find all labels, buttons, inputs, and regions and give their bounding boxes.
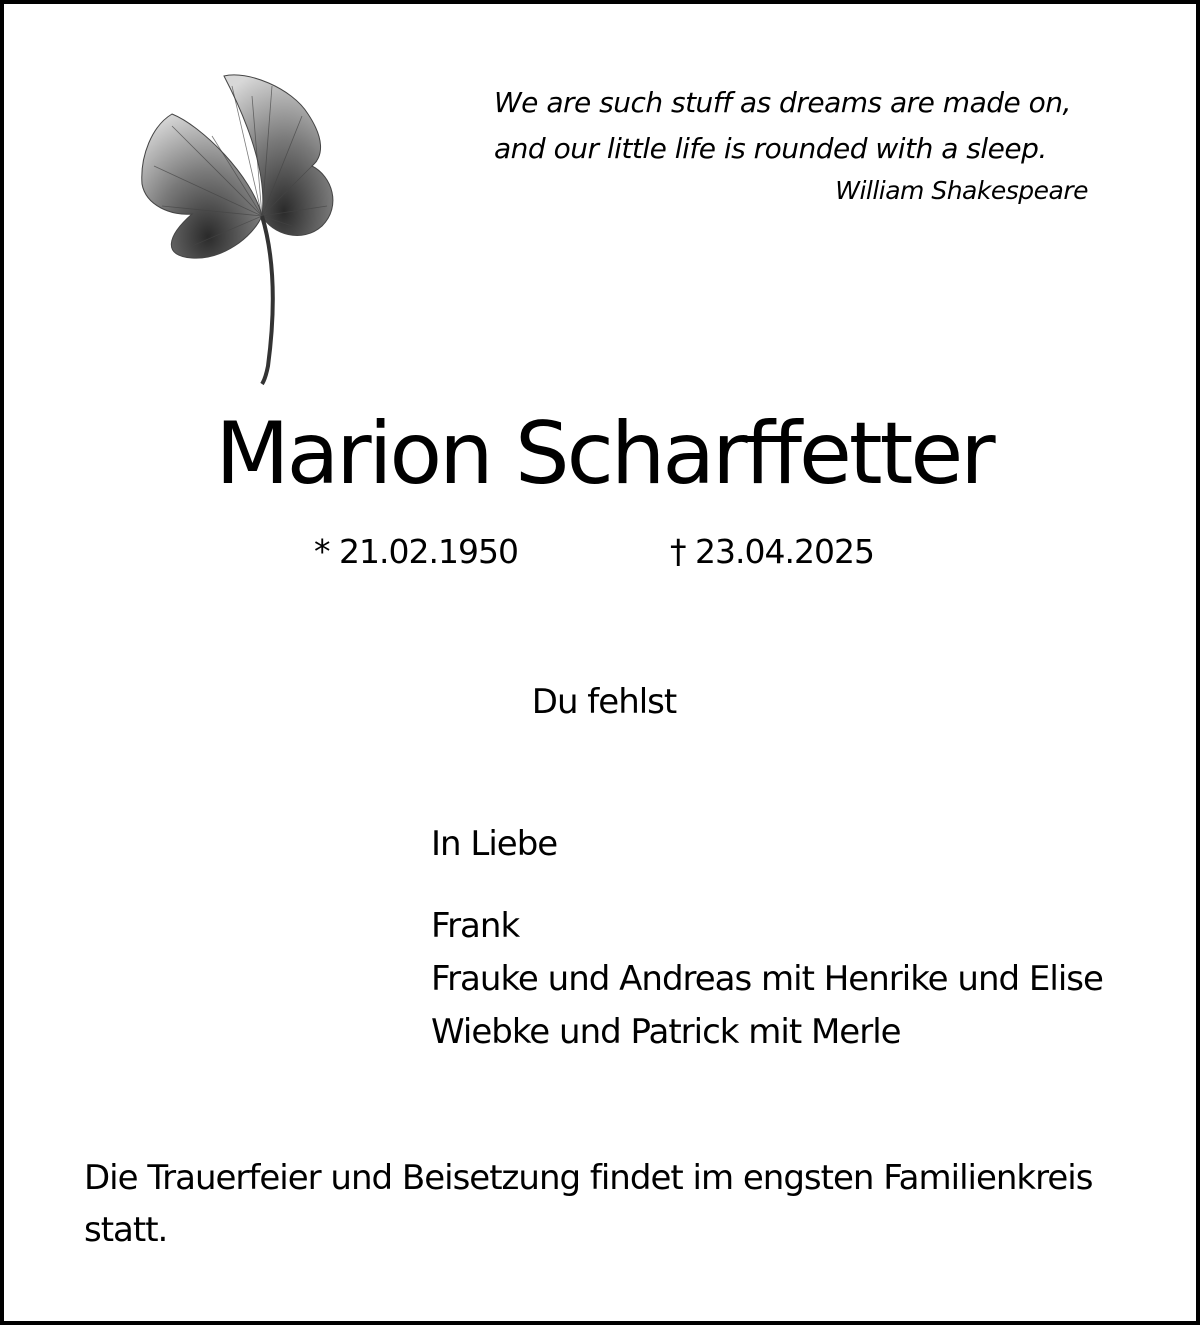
quote-author: William Shakespeare <box>835 176 1088 205</box>
ginkgo-leaf-icon <box>132 66 352 386</box>
shakespeare-quote <box>494 80 1071 172</box>
mourners-list <box>431 900 1103 1059</box>
closing-text: In Liebe <box>431 824 558 864</box>
mourner-name: Frauke und Andreas mit Henrike und Elise <box>431 959 1103 999</box>
quote-line: and our little life is rounded with a sleep. <box>494 132 1047 165</box>
birth-date: * 21.02.1950 <box>314 532 518 571</box>
death-date: † 23.04.2025 <box>670 532 874 571</box>
mourner-name: Frank <box>431 906 520 946</box>
mourner-name: Wiebke und Patrick mit Merle <box>431 1012 901 1052</box>
message-text: Du fehlst <box>531 682 677 722</box>
deceased-name: Marion Scharffetter <box>215 404 993 504</box>
quote-line: We are such stuff as dreams are made on, <box>494 86 1071 119</box>
funeral-notice: Die Trauerfeier und Beisetzung findet im engsten Familienkreis statt. <box>84 1158 1093 1250</box>
